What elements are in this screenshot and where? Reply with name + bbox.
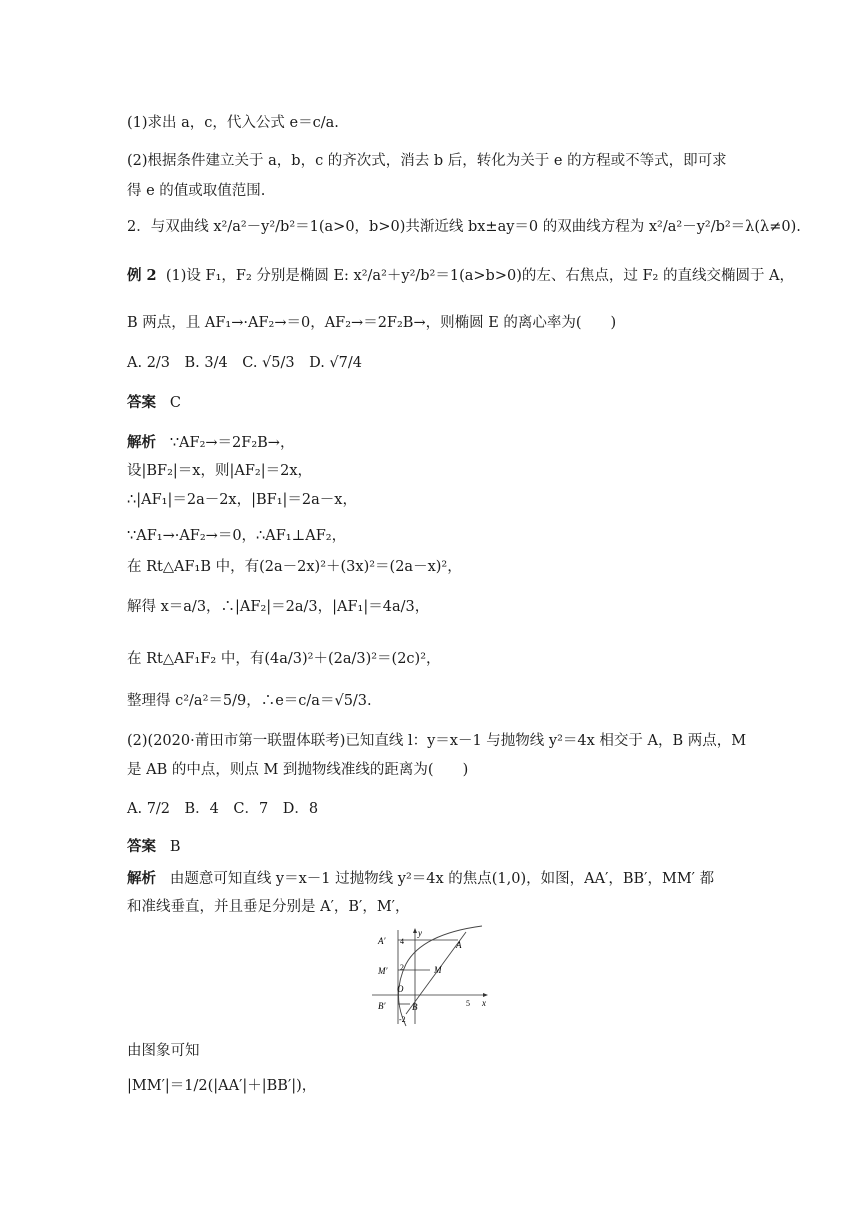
solution-1-text-6: 解得 x＝a/3，∴|AF₂|＝2a/3，|AF₁|＝4a/3， <box>127 599 430 615</box>
label-y: y <box>418 928 422 938</box>
answer-2 <box>127 836 180 858</box>
solution-1-text-1: ∵AF₂→＝2F₂B→， <box>169 435 295 451</box>
solution-2-line-1 <box>127 868 714 890</box>
label-x: x <box>482 998 486 1008</box>
solution-1-line-2 <box>127 460 312 482</box>
label-o: O <box>397 984 404 994</box>
example-2-options <box>127 798 318 820</box>
solution-2-text-2: 和准线垂直，并且垂足分别是 A′，B′，M′， <box>127 899 410 915</box>
solution-2-text-3: 由图象可知 <box>127 1043 200 1059</box>
solution-2-line-4 <box>127 1075 316 1097</box>
example-1-line-b: B 两点，且 AF₁→·AF₂→＝0，AF₂→＝2F₂B→，则椭圆 E 的离心率为( ) <box>127 315 617 331</box>
parabola-figure <box>370 924 495 1028</box>
solution-2-text-4: |MM′|＝1/2(|AA′|＋|BB′|)， <box>127 1078 317 1094</box>
answer-2-value: B <box>169 839 181 855</box>
hyperbola-note-text: 2．与双曲线 x²/a²－y²/b²＝1(a>0，b>0)共渐近线 bx±ay＝0 的双曲线方程为 x²/a²－y²/b²＝λ(λ≠0). <box>127 219 801 235</box>
x-axis-arrow <box>483 993 488 997</box>
answer-label: 答案 <box>127 394 156 411</box>
hyperbola-note <box>127 216 801 238</box>
method-step-2 <box>127 150 727 172</box>
label-a: A <box>456 940 462 950</box>
method-step-2-cont <box>127 180 265 202</box>
solution-1-line-6 <box>127 596 429 618</box>
solution-2-line-3 <box>127 1040 200 1062</box>
options-2-text: A. 7/2 B．4 C．7 D．8 <box>127 801 319 817</box>
example-2-part-1-cont <box>127 312 616 334</box>
solution-2-text-1: 由题意可知直线 y＝x－1 过抛物线 y²＝4x 的焦点(1,0)，如图，AA′，BB′，MM′ 都 <box>169 871 715 887</box>
solution-2-line-2 <box>127 896 409 918</box>
example-1-line-a: (1)设 F₁，F₂ 分别是椭圆 E: x²/a²＋y²/b²＝1(a>b>0)的左、右焦点，过 F₂ 的直线交椭圆于 A， <box>165 268 795 284</box>
method-step-1-text: (1)求出 a，c，代入公式 e＝c/a. <box>127 115 339 131</box>
solution-1-text-2: 设|BF₂|＝x，则|AF₂|＝2x， <box>127 463 312 479</box>
example-2-part-2-cont <box>127 759 468 781</box>
solution-1-line-7 <box>127 648 441 670</box>
example-label: 例 2 <box>127 267 157 284</box>
method-step-2-text: (2)根据条件建立关于 a，b，c 的齐次式，消去 b 后，转化为关于 e 的方程或不等式，即可求 <box>127 153 727 169</box>
method-step-1 <box>127 112 339 134</box>
solution-1-text-7: 在 Rt△AF₁F₂ 中，有(4a/3)²＋(2a/3)²＝(2c)²， <box>127 651 441 667</box>
example-2-part-2 <box>127 730 746 752</box>
solution-1-text-4: ∵AF₁→·AF₂→＝0，∴AF₁⊥AF₂， <box>127 528 347 544</box>
label-b: B <box>412 1002 418 1012</box>
tick-4: 4 <box>400 937 404 946</box>
solution-label: 解析 <box>127 434 156 451</box>
label-b-prime: B′ <box>378 1001 386 1011</box>
answer-1-value: C <box>169 395 181 411</box>
answer-2-label: 答案 <box>127 838 156 855</box>
solution-1-line-1 <box>127 432 294 454</box>
options-text: A. 2/3 B. 3/4 C. √5/3 D. √7/4 <box>127 355 363 371</box>
label-m: M <box>434 965 442 975</box>
solution-1-text-8: 整理得 c²/a²＝5/9，∴e＝c/a＝√5/3. <box>127 693 372 709</box>
y-axis-arrow <box>413 928 417 933</box>
example-1-options <box>127 352 362 374</box>
tick-minus-2: -2 <box>399 1015 406 1024</box>
solution-1-line-4 <box>127 525 346 547</box>
solution-1-line-3 <box>127 489 357 511</box>
example-2-part-1 <box>127 265 794 287</box>
tick-2: 2 <box>400 963 404 972</box>
label-a-prime: A′ <box>378 936 386 946</box>
solution-1-text-3: ∴|AF₁|＝2a－2x，|BF₁|＝2a－x， <box>127 492 357 508</box>
method-step-2-cont-text: 得 e 的值或取值范围. <box>127 183 266 199</box>
solution-2-label: 解析 <box>127 870 156 887</box>
example-2-line-b: 是 AB 的中点，则点 M 到抛物线准线的距离为( ) <box>127 762 469 778</box>
example-2-line-a: (2)(2020·莆田市第一联盟体联考)已知直线 l：y＝x－1 与抛物线 y²＝4x 相交于 A，B 两点，M <box>127 733 747 749</box>
label-m-prime: M′ <box>378 966 388 976</box>
solution-1-line-5 <box>127 556 462 578</box>
tick-5: 5 <box>466 999 470 1008</box>
solution-1-line-8 <box>127 690 372 712</box>
answer-1 <box>127 392 181 414</box>
solution-1-text-5: 在 Rt△AF₁B 中，有(2a－2x)²＋(3x)²＝(2a－x)²， <box>127 559 462 575</box>
